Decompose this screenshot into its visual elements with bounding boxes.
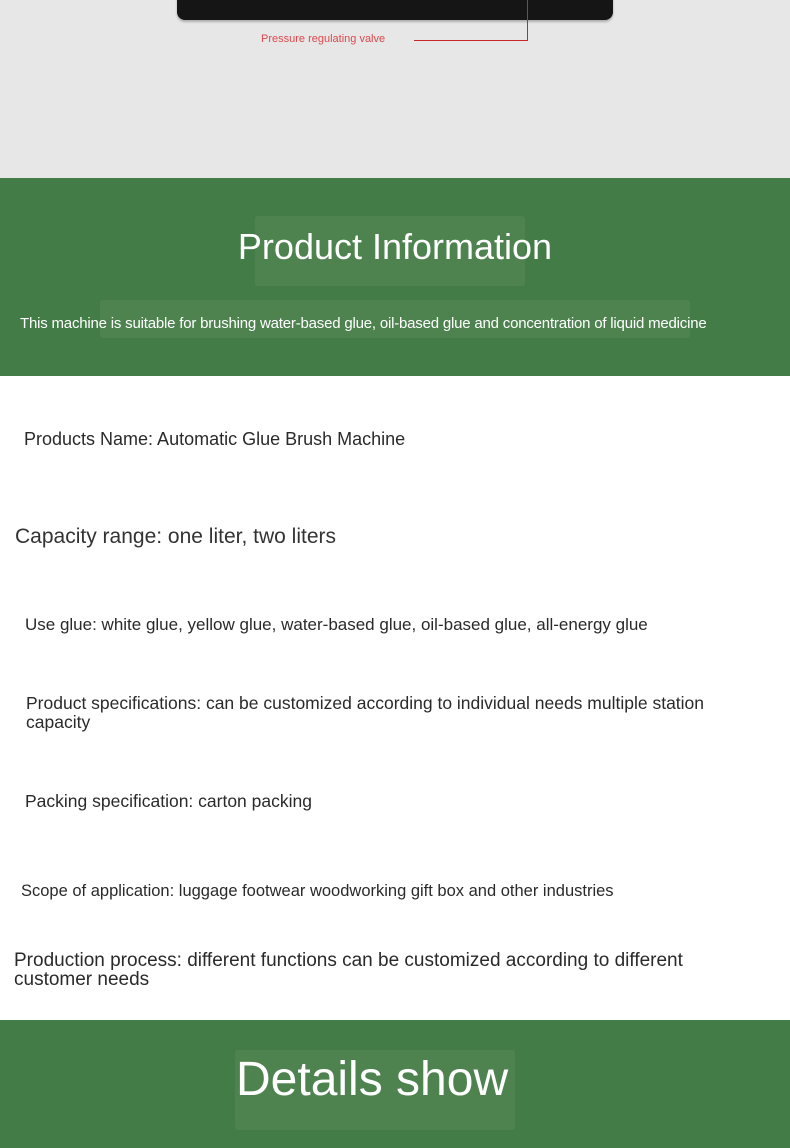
spec-products-name: Products Name: Automatic Glue Brush Machine [24,429,406,449]
spec-use-glue: Use glue: white glue, yellow glue, water-based glue, oil-based glue, all-energy glue [25,615,648,634]
details-show-title: Details show [236,1053,509,1106]
machine-photo-area [0,0,790,178]
product-information-subtitle: This machine is suitable for brushing water-based glue, oil-based glue and concentration of liquid medicine [20,315,707,332]
product-information-banner [0,178,790,376]
machine-base-image [177,0,613,20]
pressure-valve-label: Pressure regulating valve [261,33,386,45]
spec-capacity-range: Capacity range: one liter, two liters [15,525,336,548]
spec-scope-of-application: Scope of application: luggage footwear woodworking gift box and other industries [21,882,614,900]
spec-packing-specification: Packing specification: carton packing [25,791,312,811]
callout-line-horizontal [414,40,528,41]
spec-product-specifications: Product specifications: can be customized according to individual needs multiple station capacity [26,693,705,732]
details-show-banner [0,1020,790,1148]
spec-production-process: Production process: different functions can be customized according to different customer needs [14,950,683,990]
callout-line-vertical [527,0,528,40]
product-information-title: Product Information [237,226,553,267]
